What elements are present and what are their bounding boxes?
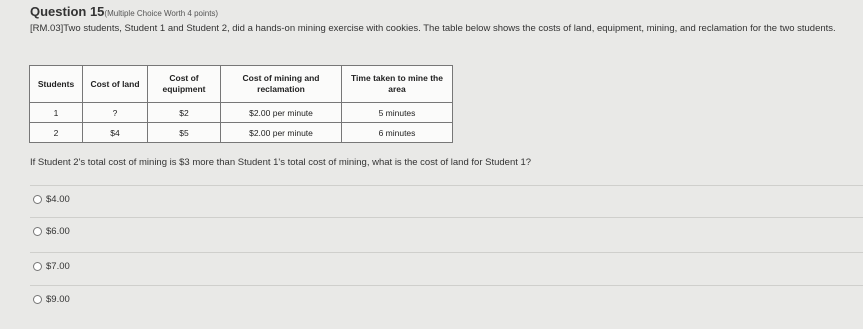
answer-option[interactable] bbox=[30, 252, 863, 280]
question-title: Question 15 bbox=[30, 4, 105, 19]
table-header-cell: Cost of mining and reclamation bbox=[221, 66, 342, 103]
answer-option[interactable] bbox=[30, 285, 863, 313]
question-points: (Multiple Choice Worth 4 points) bbox=[104, 9, 219, 18]
radio-button[interactable] bbox=[33, 295, 42, 304]
option-label: $6.00 bbox=[46, 226, 70, 237]
table-cell: 6 minutes bbox=[342, 123, 453, 143]
table-cell: 1 bbox=[30, 103, 83, 123]
question-intro: [RM.03]Two students, Student 1 and Student 2, did a hands-on mining exercise with cookies. The table below shows the costs of land, equipment, mining, and reclamation for the two students. bbox=[30, 23, 836, 34]
table-row bbox=[30, 103, 453, 123]
cost-table bbox=[29, 65, 453, 143]
option-label: $9.00 bbox=[46, 294, 70, 305]
table-header-cell: Time taken to mine the area bbox=[342, 66, 453, 103]
table-cell: $2 bbox=[148, 103, 221, 123]
table-row bbox=[30, 123, 453, 143]
answer-option[interactable] bbox=[30, 217, 863, 245]
answer-option[interactable] bbox=[30, 185, 863, 213]
radio-button[interactable] bbox=[33, 262, 42, 271]
question-prompt: If Student 2's total cost of mining is $3 more than Student 1's total cost of mining, what is the cost of land for Student 1? bbox=[30, 157, 532, 168]
option-label: $7.00 bbox=[46, 261, 70, 272]
option-label: $4.00 bbox=[46, 194, 70, 205]
question-header bbox=[30, 3, 218, 21]
table-cell: $4 bbox=[83, 123, 148, 143]
radio-button[interactable] bbox=[33, 195, 42, 204]
table-header-cell: Cost of land bbox=[83, 66, 148, 103]
table-cell: 5 minutes bbox=[342, 103, 453, 123]
table-cell: $2.00 per minute bbox=[221, 123, 342, 143]
radio-button[interactable] bbox=[33, 227, 42, 236]
table-cell: $2.00 per minute bbox=[221, 103, 342, 123]
table-cell: 2 bbox=[30, 123, 83, 143]
table-header-row bbox=[30, 66, 453, 103]
table-header-cell: Students bbox=[30, 66, 83, 103]
table-cell: ? bbox=[83, 103, 148, 123]
table-cell: $5 bbox=[148, 123, 221, 143]
table-header-cell: Cost of equipment bbox=[148, 66, 221, 103]
